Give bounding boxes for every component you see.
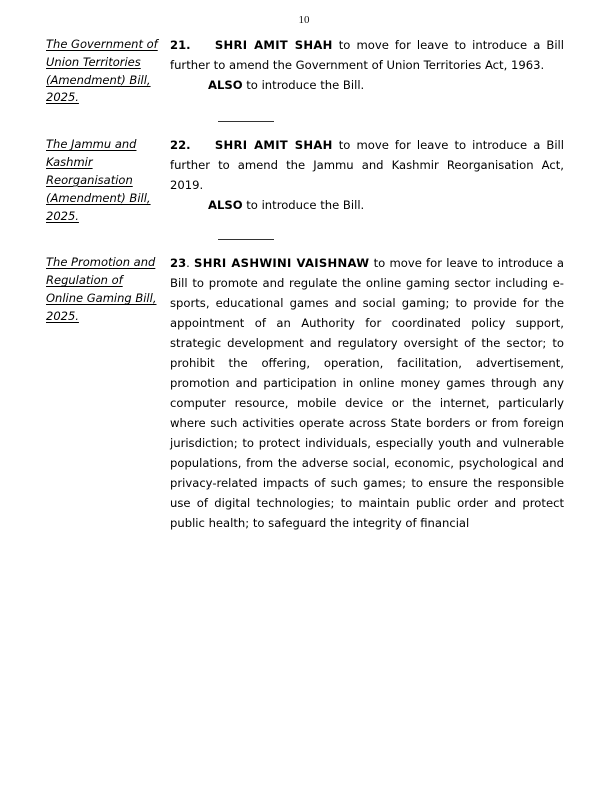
entry-divider: [218, 239, 274, 240]
margin-note-bill-title: The Jammu and Kashmir Reorganisation (Amendment) Bill, 2025.: [46, 137, 151, 223]
margin-note-bill-title: The Promotion and Regulation of Online Gaming Bill, 2025.: [46, 255, 157, 323]
also-label: ALSO: [208, 198, 243, 213]
bill-body: [170, 254, 564, 533]
bill-entry: [0, 36, 608, 107]
also-line: [170, 196, 564, 216]
bill-entry: [0, 254, 608, 533]
bill-description: to move for leave to introduce a Bill further to amend the Government of Union Territories Act, 1963.: [170, 38, 564, 72]
member-name: SHRI ASHWINI VAISHNAW: [194, 256, 370, 271]
bill-paragraph: [170, 136, 564, 196]
bill-paragraph: [170, 36, 564, 76]
member-name: SHRI AMIT SHAH: [214, 38, 333, 52]
margin-note-bill-title: The Government of Union Territories (Amendment) Bill, 2025.: [46, 37, 158, 105]
item-number: 21.: [170, 38, 191, 52]
page-number: 10: [298, 14, 310, 26]
also-text: to introduce the Bill.: [242, 198, 365, 213]
also-text: to introduce the Bill.: [242, 77, 365, 92]
item-number: 23: [170, 256, 187, 271]
bill-entry: [0, 136, 608, 225]
bill-body: [170, 36, 564, 96]
document-page: [0, 14, 608, 787]
also-line: [170, 76, 564, 96]
bill-body: [170, 136, 564, 216]
member-name: SHRI AMIT SHAH: [214, 138, 333, 153]
item-number: 22.: [170, 138, 191, 153]
entry-divider: [218, 121, 274, 122]
bill-description: to move for leave to introduce a Bill further to amend the Jammu and Kashmir Reorganisation Act, 2019.: [170, 138, 564, 193]
also-label: ALSO: [208, 77, 243, 92]
bill-paragraph: 23. SHRI ASHWINI VAISHNAW to move for leave to introduce a Bill to promote and regulate the online gaming sector including e-sports, educational games and social gaming; to provide for the appointment of an Authority for coordinated policy support, strategic development and regulatory oversight of the sector; to prohibit the offering, operation, facilitation, advertisement, promotion and participation in online money games through any computer resource, mobile device or the internet, particularly where such activities operate across State borders or from foreign jurisdiction; to protect individuals, especially youth and vulnerable populations, from the adverse social, economic, psychological and privacy-related impacts of such games; to ensure the responsible use of digital technologies; to maintain public order and protect public health; to safeguard the integrity of financial: [170, 256, 564, 530]
bill-description: to move for leave to introduce a Bill to promote and regulate the online gaming sector including e-sports, educational games and social gaming; to provide for the appointment of an Authority for coordinated policy support, strategic development and regulatory oversight of the sector; to prohibit the offering, operation, facilitation, advertisement, promotion and participation in online money games through any computer resource, mobile device or the internet, particularly where such activities operate across State borders or from foreign jurisdiction; to protect individuals, especially youth and vulnerable populations, from the adverse social, economic, psychological and privacy-related impacts of such games; to ensure the responsible use of digital technologies; to maintain public order and protect public health; to safeguard the integrity of financial: [170, 256, 564, 530]
